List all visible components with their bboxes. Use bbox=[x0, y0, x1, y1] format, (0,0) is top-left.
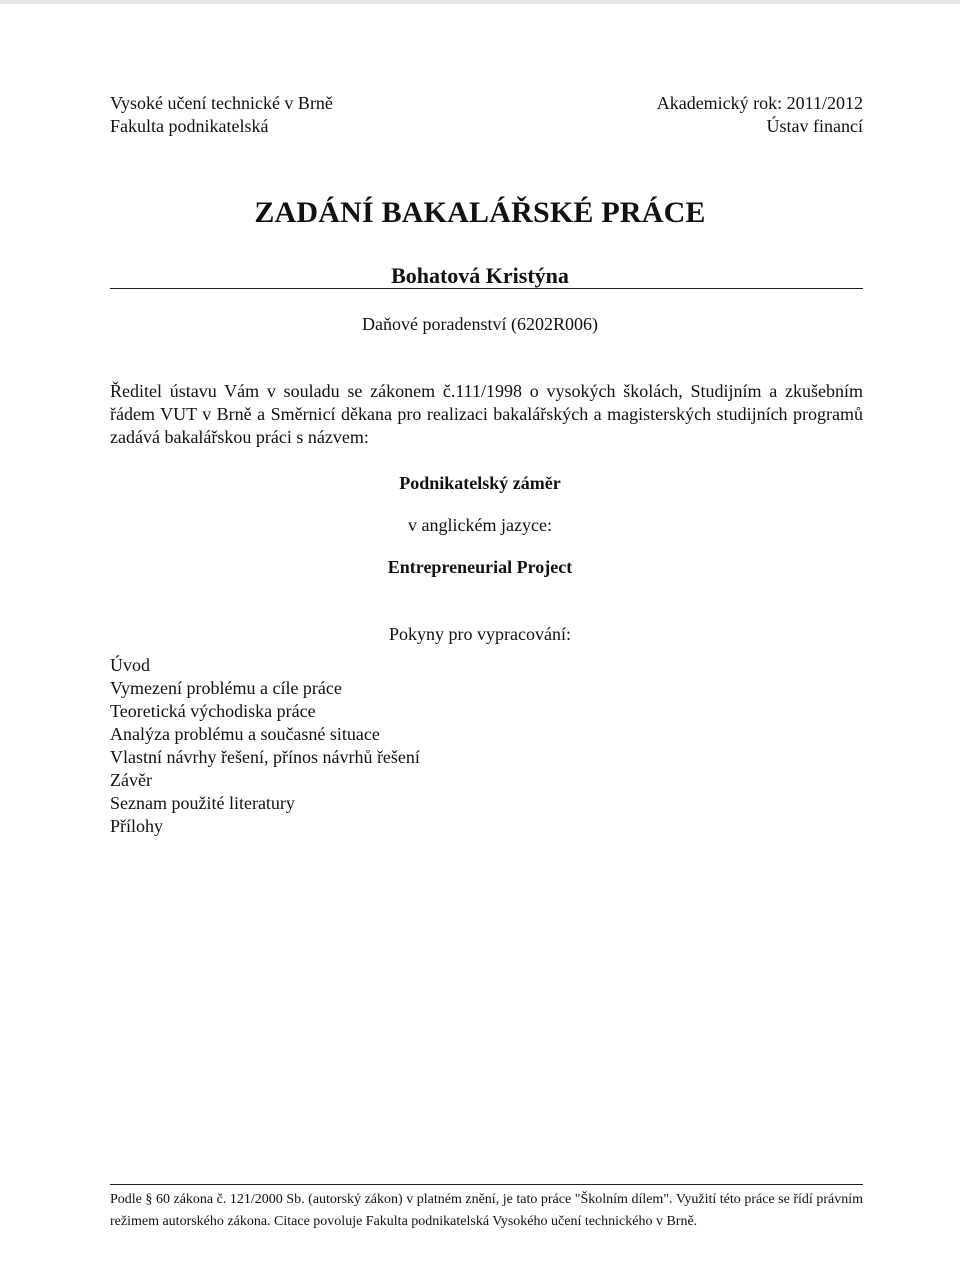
list-item: Přílohy bbox=[110, 816, 164, 836]
study-program: Daňové poradenství (6202R006) bbox=[362, 314, 598, 334]
list-item: Vlastní návrhy řešení, přínos návrhů řešení bbox=[110, 747, 420, 767]
english-label: v anglickém jazyce: bbox=[408, 515, 552, 535]
list-item: Vymezení problému a cíle práce bbox=[110, 678, 342, 698]
intro-paragraph: Ředitel ústavu Vám v souladu se zákonem č.111/1998 o vysokých školách, Studijním a zkušebním řádem VUT v Brně a Směrnicí děkana pro realizaci bakalářských a magisterských studijních programů zadává bakalářskou práci s názvem: bbox=[110, 381, 863, 447]
faculty-name: Fakulta podnikatelská bbox=[110, 116, 269, 136]
institute-name: Ústav financí bbox=[766, 116, 863, 136]
academic-year: Akademický rok: 2011/2012 bbox=[656, 93, 863, 113]
document-title: ZADÁNÍ BAKALÁŘSKÉ PRÁCE bbox=[254, 196, 706, 229]
list-item: Analýza problému a současné situace bbox=[110, 724, 380, 744]
list-item: Seznam použité literatury bbox=[110, 793, 295, 813]
instructions-heading: Pokyny pro vypracování: bbox=[389, 624, 571, 644]
footer-divider bbox=[110, 1184, 863, 1185]
list-item: Teoretická východiska práce bbox=[110, 701, 316, 721]
student-name: Bohatová Kristýna bbox=[391, 263, 569, 288]
thesis-title-english: Entrepreneurial Project bbox=[387, 557, 573, 577]
list-item: Závěr bbox=[110, 770, 152, 790]
page-top-border bbox=[0, 0, 960, 4]
thesis-title: Podnikatelský záměr bbox=[399, 473, 561, 493]
instructions-list bbox=[110, 654, 420, 838]
copyright-footer: Podle § 60 zákona č. 121/2000 Sb. (autorský zákon) v platném znění, je tato práce "Školním dílem". Využití této práce se řídí právním režimem autorského zákona. Citace povoluje Fakulta podnikatelská Vysokého učení technického v Brně. bbox=[110, 1192, 863, 1229]
school-name: Vysoké učení technické v Brně bbox=[110, 93, 333, 113]
student-underline bbox=[110, 288, 863, 289]
list-item: Úvod bbox=[110, 655, 150, 675]
